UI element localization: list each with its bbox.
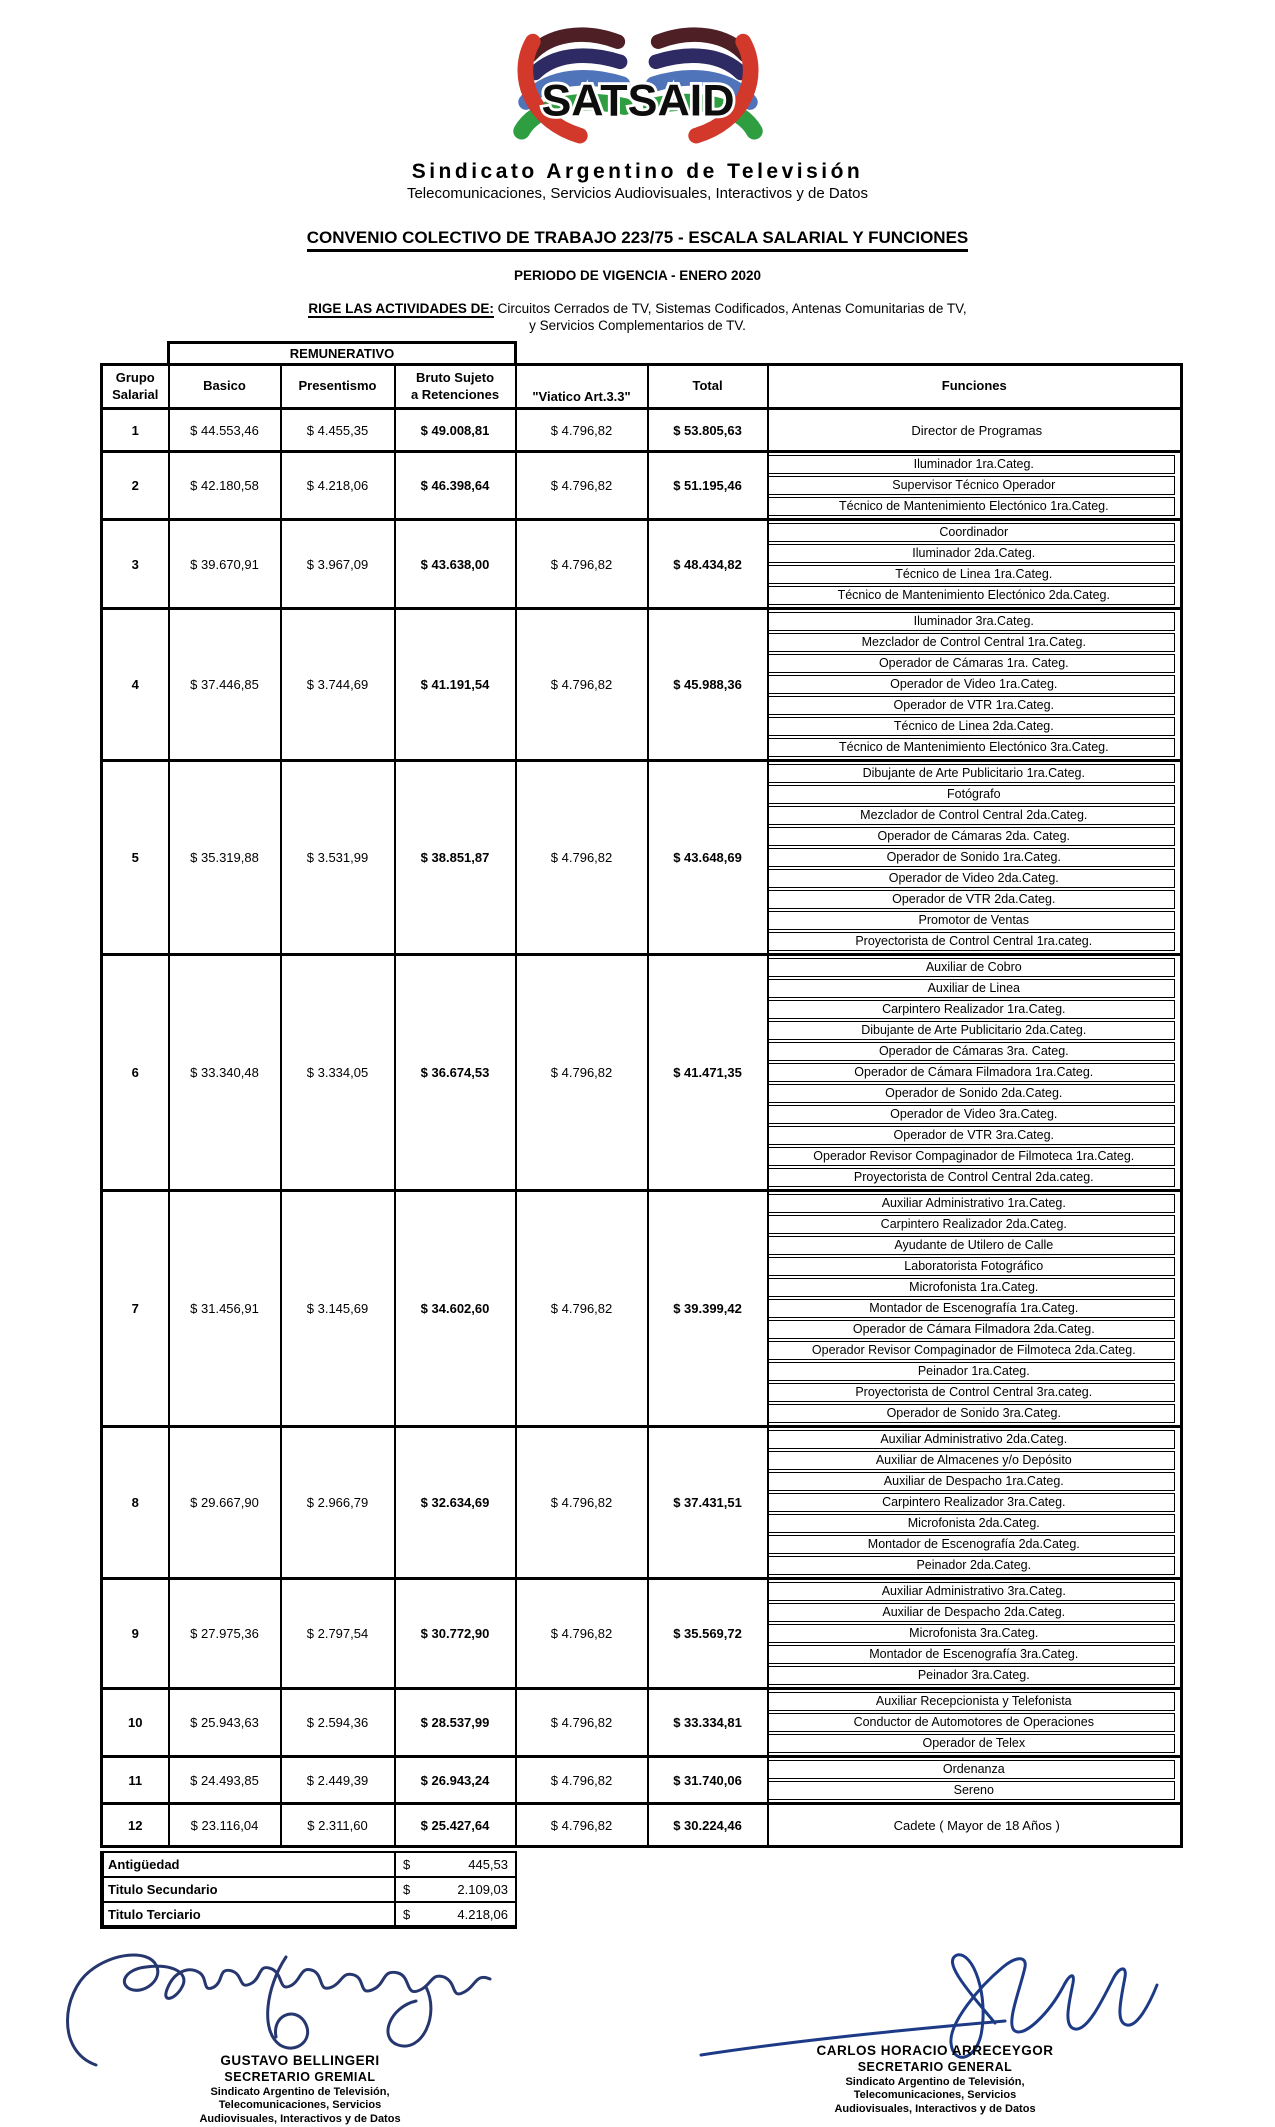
function-item: Técnico de Linea 1ra.Categ. [769,565,1176,584]
function-list [769,1192,1181,1425]
signer-org-line2: Telecomunicaciones, Servicios [853,2089,1017,2102]
logo-acronym: SATSAID [540,75,735,126]
cell-viatico: $ 4.796,82 [516,955,648,1191]
cell-funciones [768,1689,1182,1757]
function-item: Auxiliar de Despacho 1ra.Categ. [769,1472,1176,1491]
salary-group-row [102,1427,1182,1579]
col-header-grupo: Grupo Salarial [102,365,169,409]
extras-table [100,1851,517,1929]
cell-grupo: 1 [102,409,169,452]
signer-org-line1: Sindicato Argentino de Televisión, [845,2075,1025,2088]
function-item: Coordinador [769,523,1176,542]
cell-bruto: $ 46.398,64 [395,452,516,520]
currency-sign: $ [403,1906,411,1922]
function-item: Técnico de Mantenimiento Electónico 2da.Categ. [769,586,1176,605]
signer-name: GUSTAVO BELLINGERI [220,2053,380,2068]
cell-basico: $ 31.456,91 [169,1191,281,1427]
cell-total: $ 35.569,72 [648,1579,768,1689]
extra-value-cell [395,1877,516,1902]
function-item: Operador de Cámara Filmadora 2da.Categ. [769,1320,1176,1339]
function-item: Dibujante de Arte Publicitario 2da.Categ. [769,1021,1176,1040]
cell-basico: $ 25.943,63 [169,1689,281,1757]
cell-basico: $ 44.553,46 [169,409,281,452]
function-item: Carpintero Realizador 1ra.Categ. [769,1000,1176,1019]
function-list [769,521,1181,607]
function-item: Peinador 3ra.Categ. [769,1666,1176,1685]
cell-total: $ 48.434,82 [648,520,768,609]
cell-bruto: $ 36.674,53 [395,955,516,1191]
cell-viatico: $ 4.796,82 [516,1689,648,1757]
function-item: Auxiliar de Cobro [769,958,1176,977]
salary-group-row [102,520,1182,609]
document-title: CONVENIO COLECTIVO DE TRABAJO 223/75 - ESCALA SALARIAL Y FUNCIONES [307,228,969,252]
remunerativo-band-row [102,343,1182,365]
function-item: Proyectorista de Control Central 3ra.categ. [769,1383,1176,1402]
cell-presentismo: $ 2.594,36 [281,1689,395,1757]
cell-basico: $ 39.670,91 [169,520,281,609]
cell-funciones [768,520,1182,609]
cell-total: $ 30.224,46 [648,1804,768,1847]
function-item: Operador de Cámara Filmadora 1ra.Categ. [769,1063,1176,1082]
cell-viatico: $ 4.796,82 [516,1579,648,1689]
salary-group-row [102,1757,1182,1804]
satsaid-logo-icon [468,26,808,158]
signer-org-line2: Telecomunicaciones, Servicios [218,2099,382,2112]
function-item: Laboratorista Fotográfico [769,1257,1176,1276]
cell-bruto: $ 32.634,69 [395,1427,516,1579]
cell-presentismo: $ 2.966,79 [281,1427,395,1579]
cell-bruto: $ 34.602,60 [395,1191,516,1427]
function-item: Técnico de Linea 2da.Categ. [769,717,1176,736]
cell-total: $ 33.334,81 [648,1689,768,1757]
cell-funciones [768,1579,1182,1689]
function-item: Operador de Video 3ra.Categ. [769,1105,1176,1124]
cell-viatico: $ 4.796,82 [516,1191,648,1427]
cell-presentismo: $ 3.334,05 [281,955,395,1191]
extra-value: 2.109,03 [457,1882,508,1897]
cell-viatico: $ 4.796,82 [516,761,648,955]
cell-basico: $ 42.180,58 [169,452,281,520]
cell-total: $ 31.740,06 [648,1757,768,1804]
function-item: Peinador 1ra.Categ. [769,1362,1176,1381]
cell-basico: $ 37.446,85 [169,609,281,761]
cell-viatico: $ 4.796,82 [516,520,648,609]
cell-total: $ 43.648,69 [648,761,768,955]
salary-group-row [102,1579,1182,1689]
cell-funciones [768,452,1182,520]
cell-basico: $ 33.340,48 [169,955,281,1191]
extras-row [102,1902,516,1927]
salary-group-row [102,761,1182,955]
cell-grupo: 5 [102,761,169,955]
currency-sign: $ [403,1857,411,1872]
remunerativo-band: REMUNERATIVO [169,343,516,365]
cell-funciones: Cadete ( Mayor de 18 Años ) [768,1804,1182,1847]
function-item: Microfonista 3ra.Categ. [769,1624,1176,1643]
cell-grupo: 10 [102,1689,169,1757]
signer-org-line3: Audiovisuales, Interactivos y de Datos [199,2113,401,2125]
cell-grupo: 11 [102,1757,169,1804]
function-item: Montador de Escenografía 3ra.Categ. [769,1645,1176,1664]
cell-viatico: $ 4.796,82 [516,1757,648,1804]
signature-block-gremial [60,1943,540,2127]
cell-bruto: $ 28.537,99 [395,1689,516,1757]
function-item: Iluminador 1ra.Categ. [769,455,1176,474]
cell-basico: $ 23.116,04 [169,1804,281,1847]
cell-bruto: $ 30.772,90 [395,1579,516,1689]
function-list [769,1758,1181,1802]
period-subtitle: PERIODO DE VIGENCIA - ENERO 2020 [513,268,762,283]
extras-row [102,1852,516,1877]
cell-presentismo: $ 3.967,09 [281,520,395,609]
function-item: Operador de Video 2da.Categ. [769,869,1176,888]
signature-caption [60,2053,540,2127]
cell-grupo: 8 [102,1427,169,1579]
function-item: Operador de Video 1ra.Categ. [769,675,1176,694]
function-item: Microfonista 2da.Categ. [769,1514,1176,1533]
cell-grupo: 9 [102,1579,169,1689]
logo-section [0,0,1275,202]
function-item: Proyectorista de Control Central 1ra.categ. [769,932,1176,951]
cell-viatico: $ 4.796,82 [516,1804,648,1847]
cell-funciones [768,609,1182,761]
org-name: Sindicato Argentino de Televisión [411,160,864,183]
function-item: Montador de Escenografía 1ra.Categ. [769,1299,1176,1318]
scope-line2: y Servicios Complementarios de TV. [529,318,746,333]
scope-line1 [0,301,1275,316]
function-list [769,453,1181,518]
function-item: Operador de VTR 1ra.Categ. [769,696,1176,715]
cell-basico: $ 29.667,90 [169,1427,281,1579]
function-item: Operador de Cámaras 3ra. Categ. [769,1042,1176,1061]
function-item: Mezclador de Control Central 2da.Categ. [769,806,1176,825]
salary-table-body [102,409,1182,1847]
extra-label: Antigüedad [102,1852,395,1877]
cell-funciones [768,761,1182,955]
function-item: Operador de VTR 2da.Categ. [769,890,1176,909]
cell-total: $ 41.471,35 [648,955,768,1191]
cell-grupo: 12 [102,1804,169,1847]
function-item: Operador Revisor Compaginador de Filmoteca 1ra.Categ. [769,1147,1176,1166]
cell-grupo: 6 [102,955,169,1191]
signer-role: SECRETARIO GENERAL [857,2059,1013,2074]
function-list [769,1580,1181,1687]
cell-total: $ 51.195,46 [648,452,768,520]
function-item: Auxiliar Recepcionista y Telefonista [769,1692,1176,1711]
cell-presentismo: $ 2.449,39 [281,1757,395,1804]
function-item: Operador de VTR 3ra.Categ. [769,1126,1176,1145]
function-item: Auxiliar Administrativo 3ra.Categ. [769,1582,1176,1601]
cell-bruto: $ 49.008,81 [395,409,516,452]
function-item: Auxiliar de Despacho 2da.Categ. [769,1603,1176,1622]
function-list [769,1690,1181,1755]
salary-group-row [102,1804,1182,1847]
signer-org-line1: Sindicato Argentino de Televisión, [210,2085,390,2098]
function-item: Ordenanza [769,1760,1176,1779]
extra-label: Titulo Terciario [102,1902,395,1927]
function-item: Operador de Cámaras 1ra. Categ. [769,654,1176,673]
currency-sign: $ [403,1882,411,1897]
cell-total: $ 45.988,36 [648,609,768,761]
signer-role: SECRETARIO GREMIAL [224,2069,376,2084]
cell-basico: $ 27.975,36 [169,1579,281,1689]
function-item: Microfonista 1ra.Categ. [769,1278,1176,1297]
function-item: Operador de Telex [769,1734,1176,1753]
function-item: Iluminador 3ra.Categ. [769,612,1176,631]
col-header-bruto: Bruto Sujeto a Retenciones [395,365,516,409]
function-item: Sereno [769,1781,1176,1800]
salary-group-row [102,452,1182,520]
function-item: Montador de Escenografía 2da.Categ. [769,1535,1176,1554]
function-item: Operador de Sonido 1ra.Categ. [769,848,1176,867]
cell-presentismo: $ 4.455,35 [281,409,395,452]
cell-bruto: $ 43.638,00 [395,520,516,609]
scope-text: Circuitos Cerrados de TV, Sistemas Codificados, Antenas Comunitarias de TV, [497,301,967,316]
cell-funciones [768,1191,1182,1427]
cell-presentismo: $ 4.218,06 [281,452,395,520]
function-item: Auxiliar Administrativo 2da.Categ. [769,1430,1176,1449]
cell-funciones [768,955,1182,1191]
cell-total: $ 37.431,51 [648,1427,768,1579]
function-item: Técnico de Mantenimiento Electónico 1ra.Categ. [769,497,1176,516]
col-header-total: Total [648,365,768,409]
function-item: Iluminador 2da.Categ. [769,544,1176,563]
cell-viatico: $ 4.796,82 [516,609,648,761]
salary-group-row [102,409,1182,452]
salary-group-row [102,1689,1182,1757]
signature-block-general [695,1943,1175,2127]
cell-viatico: $ 4.796,82 [516,1427,648,1579]
function-item: Fotógrafo [769,785,1176,804]
salary-group-row [102,1191,1182,1427]
cell-bruto: $ 25.427,64 [395,1804,516,1847]
salary-group-row [102,609,1182,761]
salary-group-row [102,955,1182,1191]
function-item: Auxiliar de Linea [769,979,1176,998]
salary-table [100,341,1183,1848]
function-item: Carpintero Realizador 2da.Categ. [769,1215,1176,1234]
signatures-section [0,1943,1275,2127]
cell-basico: $ 35.319,88 [169,761,281,955]
extra-value: 445,53 [468,1857,508,1872]
function-item: Auxiliar de Almacenes y/o Depósito [769,1451,1176,1470]
function-list [769,1428,1181,1577]
function-item: Proyectorista de Control Central 2da.categ. [769,1168,1176,1187]
function-item: Dibujante de Arte Publicitario 1ra.Categ. [769,764,1176,783]
cell-grupo: 4 [102,609,169,761]
cell-presentismo: $ 2.797,54 [281,1579,395,1689]
function-item: Auxiliar Administrativo 1ra.Categ. [769,1194,1176,1213]
signature-caption [695,2043,1175,2117]
cell-grupo: 2 [102,452,169,520]
function-item: Técnico de Mantenimiento Electónico 3ra.Categ. [769,738,1176,757]
cell-funciones [768,1427,1182,1579]
function-item: Peinador 2da.Categ. [769,1556,1176,1575]
function-list [769,610,1181,759]
function-item: Supervisor Técnico Operador [769,476,1176,495]
col-header-presentismo: Presentismo [281,365,395,409]
org-subtitle: Telecomunicaciones, Servicios Audiovisuales, Interactivos y de Datos [406,185,869,202]
function-item: Operador de Sonido 3ra.Categ. [769,1404,1176,1423]
cell-total: $ 53.805,63 [648,409,768,452]
function-item: Operador de Sonido 2da.Categ. [769,1084,1176,1103]
salary-table-head-rows [102,343,1182,409]
cell-presentismo: $ 3.145,69 [281,1191,395,1427]
extras-row [102,1877,516,1902]
function-item: Ayudante de Utilero de Calle [769,1236,1176,1255]
extra-label: Titulo Secundario [102,1877,395,1902]
cell-basico: $ 24.493,85 [169,1757,281,1804]
scope-label: RIGE LAS ACTIVIDADES DE: [308,301,494,316]
cell-funciones: Director de Programas [768,409,1182,452]
cell-bruto: $ 26.943,24 [395,1757,516,1804]
function-item: Promotor de Ventas [769,911,1176,930]
function-list [769,956,1181,1189]
cell-grupo: 7 [102,1191,169,1427]
cell-grupo: 3 [102,520,169,609]
cell-viatico: $ 4.796,82 [516,452,648,520]
cell-funciones [768,1757,1182,1804]
cell-presentismo: $ 3.744,69 [281,609,395,761]
col-header-viatico: "Viatico Art.3.3" [516,365,648,409]
cell-presentismo: $ 2.311,60 [281,1804,395,1847]
signer-org-line3: Audiovisuales, Interactivos y de Datos [834,2103,1036,2115]
function-list [769,762,1181,953]
cell-presentismo: $ 3.531,99 [281,761,395,955]
signer-name: CARLOS HORACIO ARRECEYGOR [816,2043,1054,2058]
cell-bruto: $ 38.851,87 [395,761,516,955]
cell-viatico: $ 4.796,82 [516,409,648,452]
salary-table-header-row [102,365,1182,409]
cell-bruto: $ 41.191,54 [395,609,516,761]
function-item: Operador Revisor Compaginador de Filmoteca 2da.Categ. [769,1341,1176,1360]
extra-value: 4.218,06 [457,1906,508,1922]
cell-total: $ 39.399,42 [648,1191,768,1427]
function-item: Mezclador de Control Central 1ra.Categ. [769,633,1176,652]
extra-value-cell [395,1852,516,1877]
extra-value-cell [395,1902,516,1927]
function-item: Conductor de Automotores de Operaciones [769,1713,1176,1732]
col-header-funciones: Funciones [768,365,1182,409]
function-item: Carpintero Realizador 3ra.Categ. [769,1493,1176,1512]
col-header-basico: Basico [169,365,281,409]
function-item: Operador de Cámaras 2da. Categ. [769,827,1176,846]
